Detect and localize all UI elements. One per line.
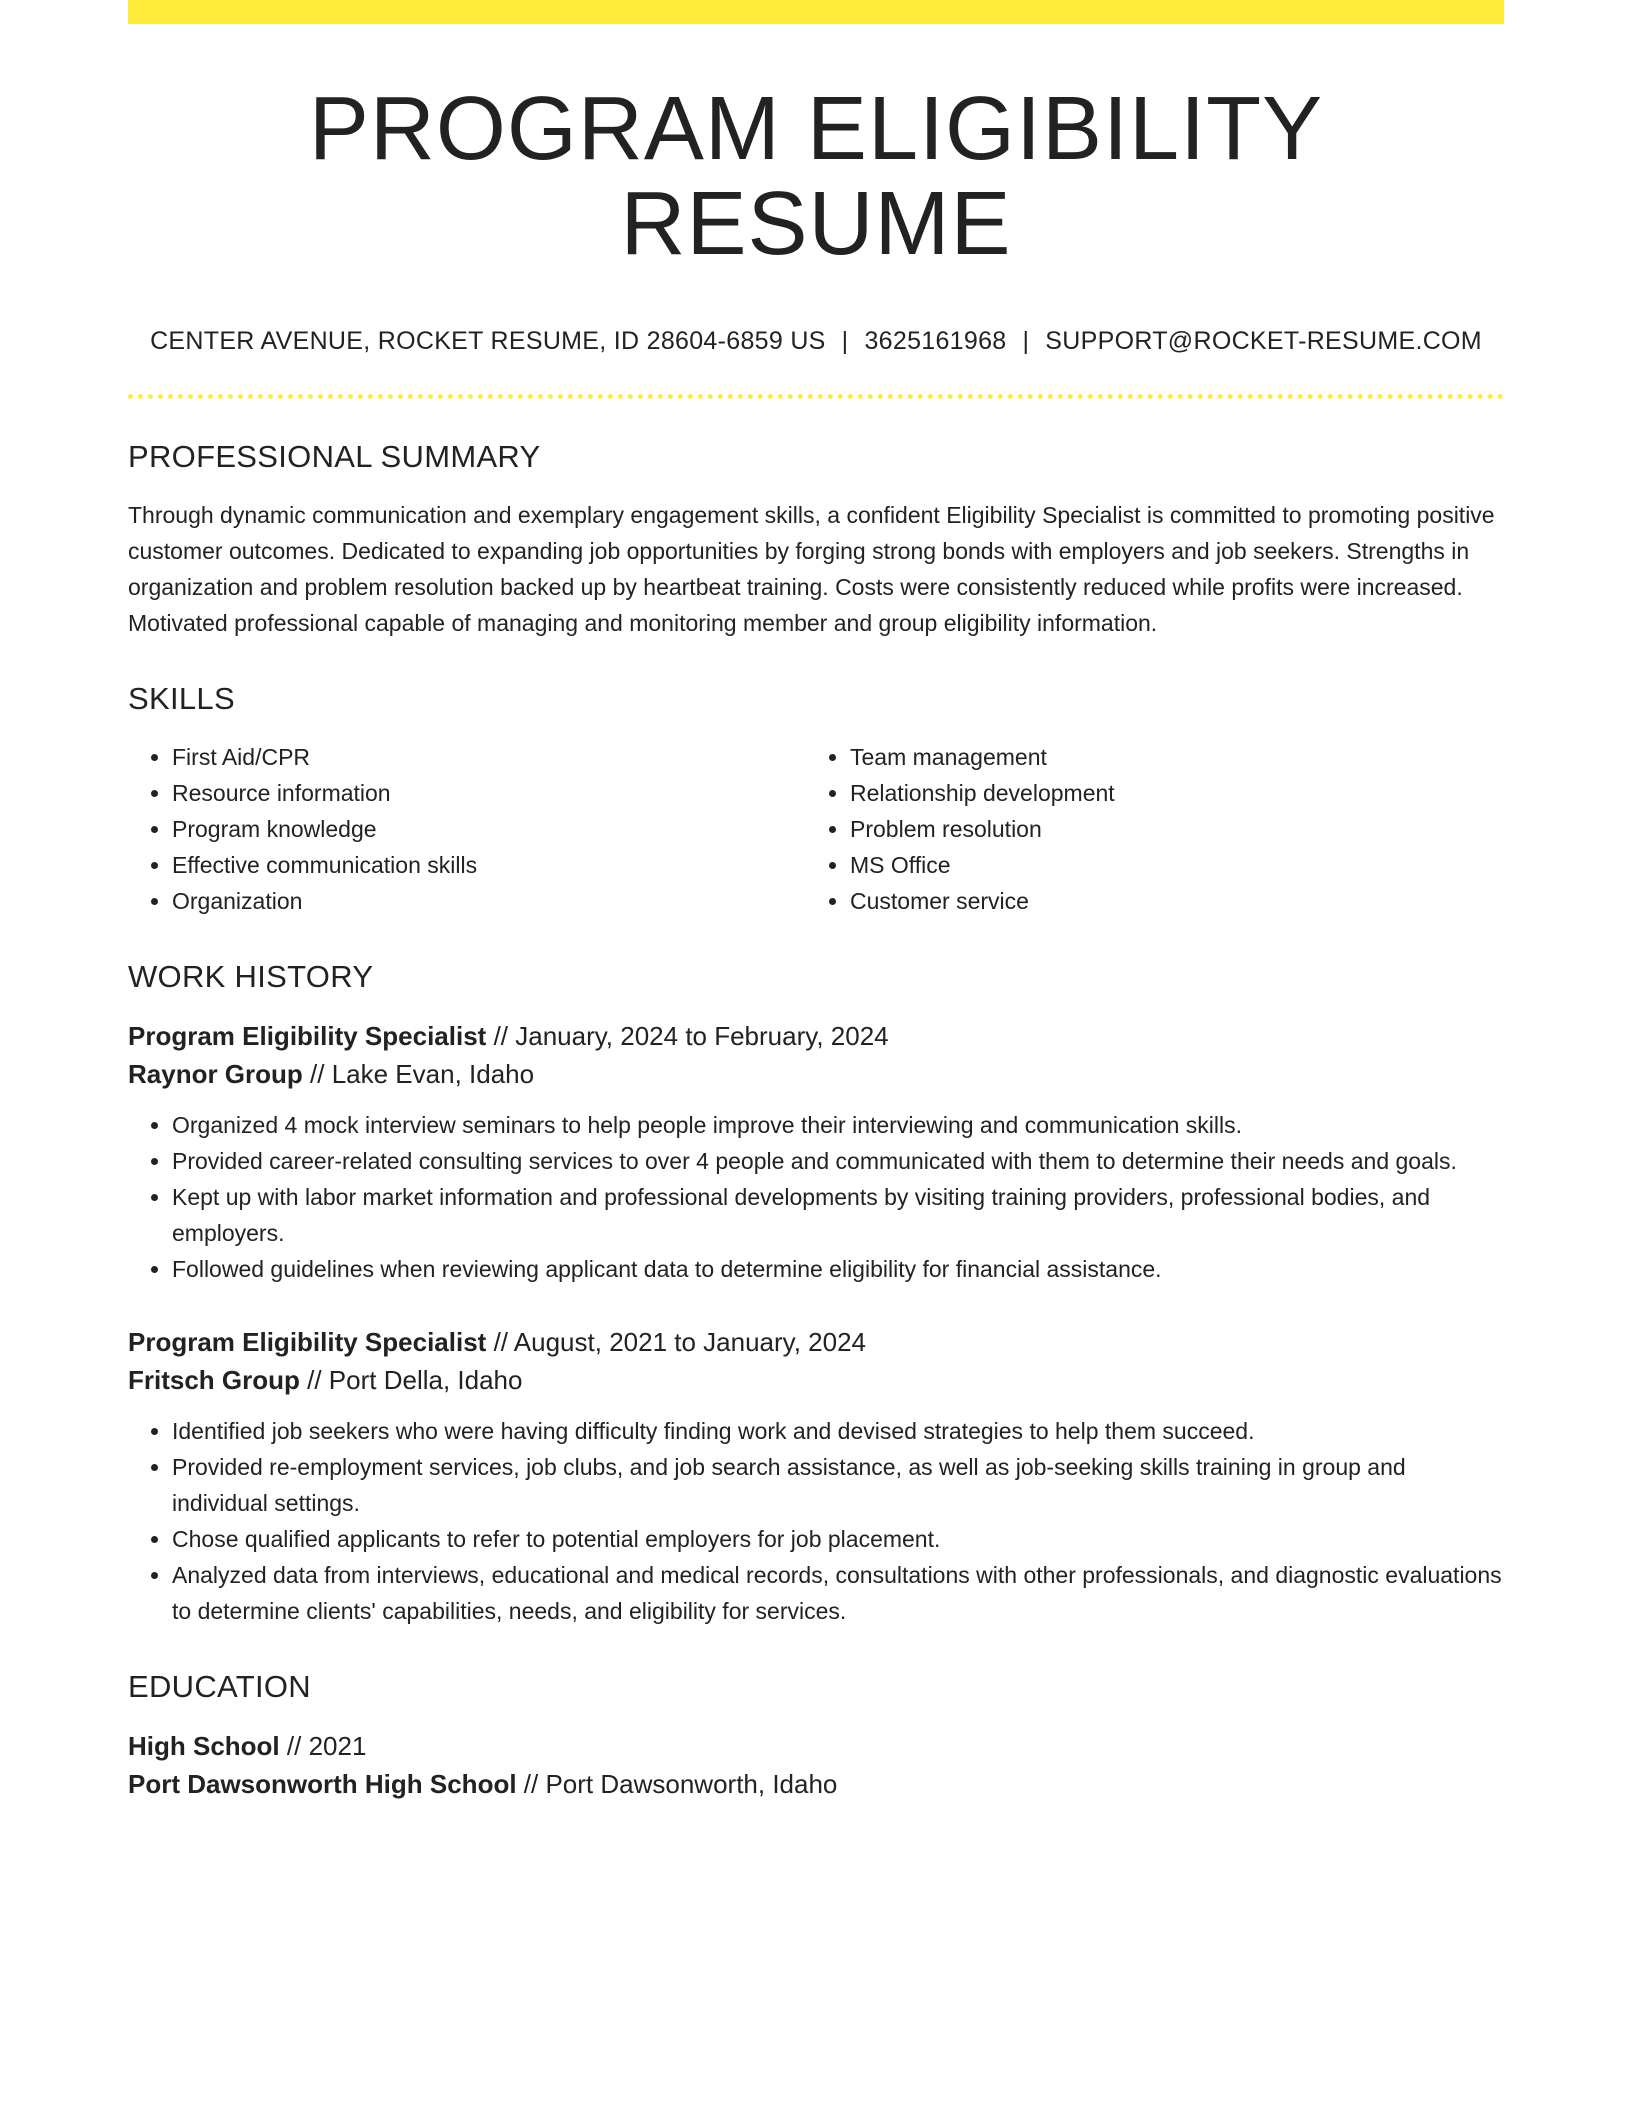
skill-item: • Program knowledge — [172, 811, 806, 847]
job-bullet: • Provided re-employment services, job clubs, and job search assistance, as well as job-seeking skills training in group and individual settings. — [172, 1449, 1504, 1521]
contact-address: CENTER AVENUE, ROCKET RESUME, ID 28604-6859 US — [150, 327, 826, 355]
job-bullet: • Organized 4 mock interview seminars to help people improve their interviewing and communication skills. — [172, 1107, 1504, 1143]
skill-item: • Customer service — [850, 883, 1484, 919]
contact-phone: 3625161968 — [864, 327, 1007, 355]
contact-email: SUPPORT@ROCKET-RESUME.COM — [1045, 327, 1482, 355]
resume-page — [128, 0, 1504, 1803]
skills-list-left — [128, 739, 806, 919]
summary-heading: PROFESSIONAL SUMMARY — [128, 439, 541, 474]
skills-list-right — [806, 739, 1484, 919]
education-entry — [128, 1727, 1504, 1803]
job-bullet: • Identified job seekers who were having difficulty finding work and devised strategies to help them succeed. — [172, 1413, 1504, 1449]
job-title-line — [128, 1017, 1504, 1055]
skill-item: • Relationship development — [850, 775, 1484, 811]
job-bullet: • Analyzed data from interviews, educational and medical records, consultations with other professionals, and diagnostic evaluations to determine clients' capabilities, needs, and eligibility for services. — [172, 1557, 1504, 1629]
job-title-line — [128, 1323, 1504, 1361]
skills-section — [128, 681, 1504, 919]
contact-separator: | — [841, 327, 849, 355]
work-history-heading: WORK HISTORY — [128, 959, 374, 994]
work-history-section — [128, 959, 1504, 1629]
education-school-line — [128, 1765, 1504, 1803]
professional-summary-section — [128, 439, 1504, 641]
job-bullet: • Kept up with labor market information and professional developments by visiting training providers, professional bodies, and employers. — [172, 1179, 1504, 1251]
job-company-line — [128, 1055, 1504, 1093]
accent-top-bar — [128, 0, 1504, 24]
skill-item: • Resource information — [172, 775, 806, 811]
job-dates: // August, 2021 to January, 2024 — [493, 1327, 867, 1357]
job-company: Fritsch Group — [128, 1365, 300, 1395]
job-location: // Lake Evan, Idaho — [310, 1059, 535, 1089]
contact-separator: | — [1022, 327, 1030, 355]
skill-item: • Team management — [850, 739, 1484, 775]
job-entry — [128, 1323, 1504, 1629]
skills-heading: SKILLS — [128, 681, 235, 716]
job-bullet: • Chose qualified applicants to refer to potential employers for job placement. — [172, 1521, 1504, 1557]
job-entry — [128, 1017, 1504, 1287]
job-location: // Port Della, Idaho — [307, 1365, 523, 1395]
education-degree-line — [128, 1727, 1504, 1765]
skills-grid — [128, 739, 1504, 919]
job-bullet: • Followed guidelines when reviewing applicant data to determine eligibility for financial assistance. — [172, 1251, 1504, 1287]
skill-item: • MS Office — [850, 847, 1484, 883]
education-year: // 2021 — [286, 1731, 367, 1761]
skill-item: • First Aid/CPR — [172, 739, 806, 775]
job-bullets — [128, 1413, 1504, 1629]
job-company-line — [128, 1361, 1504, 1399]
education-heading: EDUCATION — [128, 1669, 311, 1704]
education-location: // Port Dawsonworth, Idaho — [523, 1769, 838, 1799]
job-company: Raynor Group — [128, 1059, 303, 1089]
education-degree: High School — [128, 1731, 280, 1761]
skill-item: • Problem resolution — [850, 811, 1484, 847]
skill-item: • Effective communication skills — [172, 847, 806, 883]
dotted-divider — [128, 394, 1504, 399]
education-section — [128, 1669, 1504, 1803]
job-bullets — [128, 1107, 1504, 1287]
skill-item: • Organization — [172, 883, 806, 919]
job-bullet: • Provided career-related consulting services to over 4 people and communicated with them to determine their needs and goals. — [172, 1143, 1504, 1179]
contact-line — [128, 327, 1504, 356]
job-title: Program Eligibility Specialist — [128, 1327, 487, 1357]
summary-text: Through dynamic communication and exemplary engagement skills, a confident Eligibility Specialist is committed to promoting positive customer outcomes. Dedicated to expanding job opportunities by forging strong bonds with employers and job seekers. Strengths in organization and problem resolution backed up by heartbeat training. Costs were consistently reduced while profits were increased. Motivated professional capable of managing and monitoring member and group eligibility information. — [128, 502, 1495, 636]
resume-title: PROGRAM ELIGIBILITY RESUME — [308, 79, 1324, 274]
job-dates: // January, 2024 to February, 2024 — [493, 1021, 889, 1051]
job-title: Program Eligibility Specialist — [128, 1021, 487, 1051]
education-school: Port Dawsonworth High School — [128, 1769, 517, 1799]
